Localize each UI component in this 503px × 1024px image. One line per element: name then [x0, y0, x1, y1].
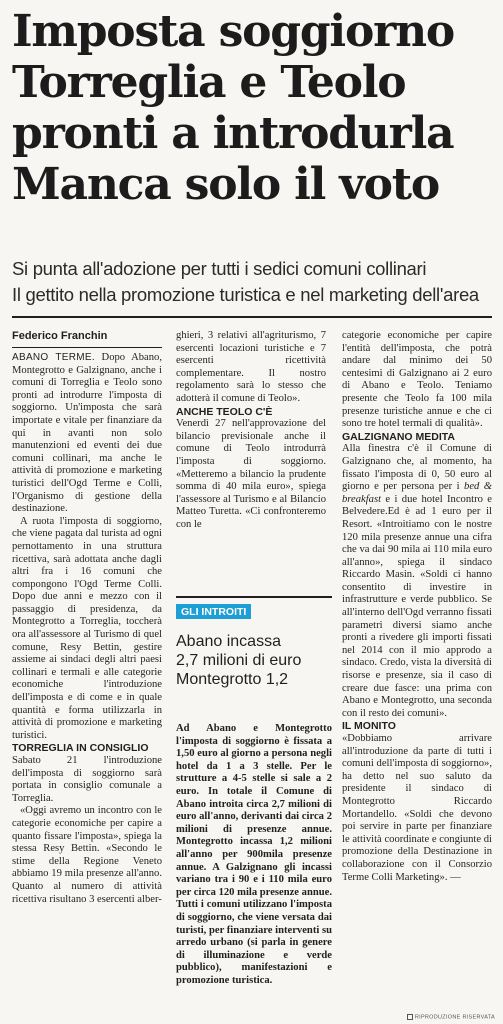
section-kicker: IL MONITO	[342, 720, 396, 733]
copyright-text: RIPRODUZIONE RISERVATA	[414, 1014, 495, 1020]
headline-line: Imposta soggiorno	[12, 6, 455, 57]
section-kicker: GALZIGNANO MEDITA	[342, 430, 455, 443]
box-title-line: Montegrotto 1,2	[176, 671, 289, 688]
section-kicker: TORREGLIA IN CONSIGLIO	[12, 742, 149, 755]
top-divider	[12, 316, 492, 318]
byline: Federico Franchin	[12, 330, 162, 348]
paragraph-text: Alla finestra c'è il Comune di Galzignano che, al momento, ha fissato l'imposta di 0, 50 euro al giorno e per persona per i	[342, 443, 492, 493]
paragraph-text: e i due hotel Incontro e Belvedere.Ed è ad 1 euro per il Resort. «Introitiamo con le nostre 120 mila presenze annue una cifra che va dai 90 mila ai 110 mila euro all'anno», spiega il sindaco Riccardo Masin. «Soldi ci hanno consentito di investire in infrastrutture e verde pubblico. Se all'interno dell'Ogd verranno fissati parametri diversi siamo anche pronti a rivedere gli importi fissati nel 2014 con il mio approdo a sindaco. Credo, vista la diversità di risorse e presenze, sia il caso di creare due fasce: una prima con Abano e Montegrotto, una seconda con il resto dei comuni».	[342, 493, 492, 719]
paragraph: categorie economiche per capire l'entità dell'imposta, che potrà andare dal minimo dei 50 centesimi di Galzignano ai 2 euro di Abano e Teolo. Teniamo presente che Teolo fa 100 mila presenze turistiche annue e che ci sono tre hotel termali di qualità».	[342, 330, 492, 430]
box-divider	[176, 596, 332, 598]
article-column-2	[176, 330, 326, 532]
headline	[12, 6, 498, 210]
paragraph: Sabato 21 l'introduzione dell'imposta di soggiorno sarà portata in consiglio comunale a Torreglia.	[12, 755, 162, 804]
box-title	[176, 632, 332, 689]
paragraph	[12, 352, 162, 516]
article-column-3	[342, 330, 492, 884]
paragraph: Venerdì 27 nell'approvazione del bilancio previsionale anche il comune di Teolo introdurrà l'imposta di soggiorno. «Metteremo a bilancio la prudente somma di 40 mila euro», spiega l'assessore al Turismo e al Bilancio Matteo Turetta. «Ci confronteremo con le	[176, 418, 326, 530]
paragraph	[342, 443, 492, 720]
paragraph: A ruota l'imposta di soggiorno, che viene pagata dal turista ad ogni pernottamento in una struttura ricettiva, sarà adottata anche dagli altri fra i 16 comuni che compongono l'Ogd Terme Colli. Dopo due anni e mezzo con il passaggio di presidenza, da Montegrotto a Torreglia, toccherà ora all'assessore al Turismo di quel comune, Resy Bettin, gestire assieme ai sindaci degli altri paesi collinari e termali e alle categorie economiche l'introduzione dell'imposta e di come e in quale quantità e forma utilizzarla in attività di promozione e marketing turistici.	[12, 515, 162, 741]
article-column-1	[12, 352, 162, 906]
subhead-line: Il gettito nella promozione turistica e nel marketing dell'area	[12, 284, 479, 305]
paragraph: «Dobbiamo arrivare all'introduzione da parte di tutti i comuni dell'imposta di soggiorno», ha detto nel suo saluto da presidente il sindaco di Montegrotto Riccardo Mortandello. «Soldi che devono poi servire in parte per finanziare le attività coordinate e congiunte di promozione della Destinazione in collaborazione con il Consorzio Terme Colli Marketing». —	[342, 733, 492, 883]
subheadline	[12, 256, 502, 308]
italic-term: bed & breakfast	[342, 481, 493, 505]
subhead-line: Si punta all'adozione per tutti i sedici comuni collinari	[12, 258, 427, 279]
box-title-line: Abano incassa	[176, 633, 281, 650]
sidebar-box	[176, 596, 332, 987]
headline-line: Torreglia e Teolo	[12, 57, 406, 108]
paragraph-text: Dopo Abano, Montegrotto e Galzignano, anche i comuni di Torreglia e Teolo sono pronti ad introdurre l'imposta di soggiorno. Un'imposta che sarà importate e vitale per finanziare da qui in avanti non solo manutenzioni ed eventi dei due comuni collinari, ma anche le attività di promozione e marketing turistici dell'Ogd Terme e Colli, l'Organismo di gestione della destinazione.	[12, 352, 162, 515]
copyright-note	[407, 1014, 495, 1020]
box-body	[176, 723, 332, 987]
paragraph: ghieri, 3 relativi all'agriturismo, 7 esercenti locazioni turistiche e 7 esercenti ricettività complementare. Il nostro regolamento sarà lo stesso che adotterà il comune di Teolo».	[176, 330, 326, 404]
section-kicker: ANCHE TEOLO C'È	[176, 405, 273, 418]
box-paragraph: Ad Abano e Montegrotto l'imposta di soggiorno è fissata a 1,50 euro al giorno a persona negli hotel da 1 a 3 stelle. Per le strutture a 4-5 stelle si sale a 2 euro. In totale il Comune di Abano introita circa 2,7 milioni di euro all'anno, derivanti dai circa 2 milioni di presenze annue. Montegrotto incassa 1,2 milioni all'anno per 900mila presenze annue. A Galzignano gli incassi variano tra i 90 e i 110 mila euro per circa 120 mila presenze annue. Tutti i comuni utilizzano l'imposta di soggiorno, che viene versata dai turisti, per finanziare interventi su arredo urbano (si parla in genere di illuminazione e verde pubblico), manifestazioni e promozione turistica.	[176, 723, 332, 986]
box-title-line: 2,7 milioni di euro	[176, 652, 302, 669]
headline-line: pronti a introdurla	[12, 108, 454, 159]
box-tag: GLI INTROITI	[176, 604, 251, 619]
headline-line: Manca solo il voto	[12, 159, 440, 210]
dateline: ABANO TERME.	[12, 352, 95, 363]
copyright-icon	[407, 1014, 413, 1020]
paragraph: «Oggi avremo un incontro con le categorie economiche per capire a quanto fissare l'imposta», spiega la stessa Resy Bettin. «Secondo le stime della Regione Veneto abbiamo 19 mila presenze all'anno. Quanto al numero di attività ricettiva risultano 3 esercenti alber-	[12, 805, 162, 905]
